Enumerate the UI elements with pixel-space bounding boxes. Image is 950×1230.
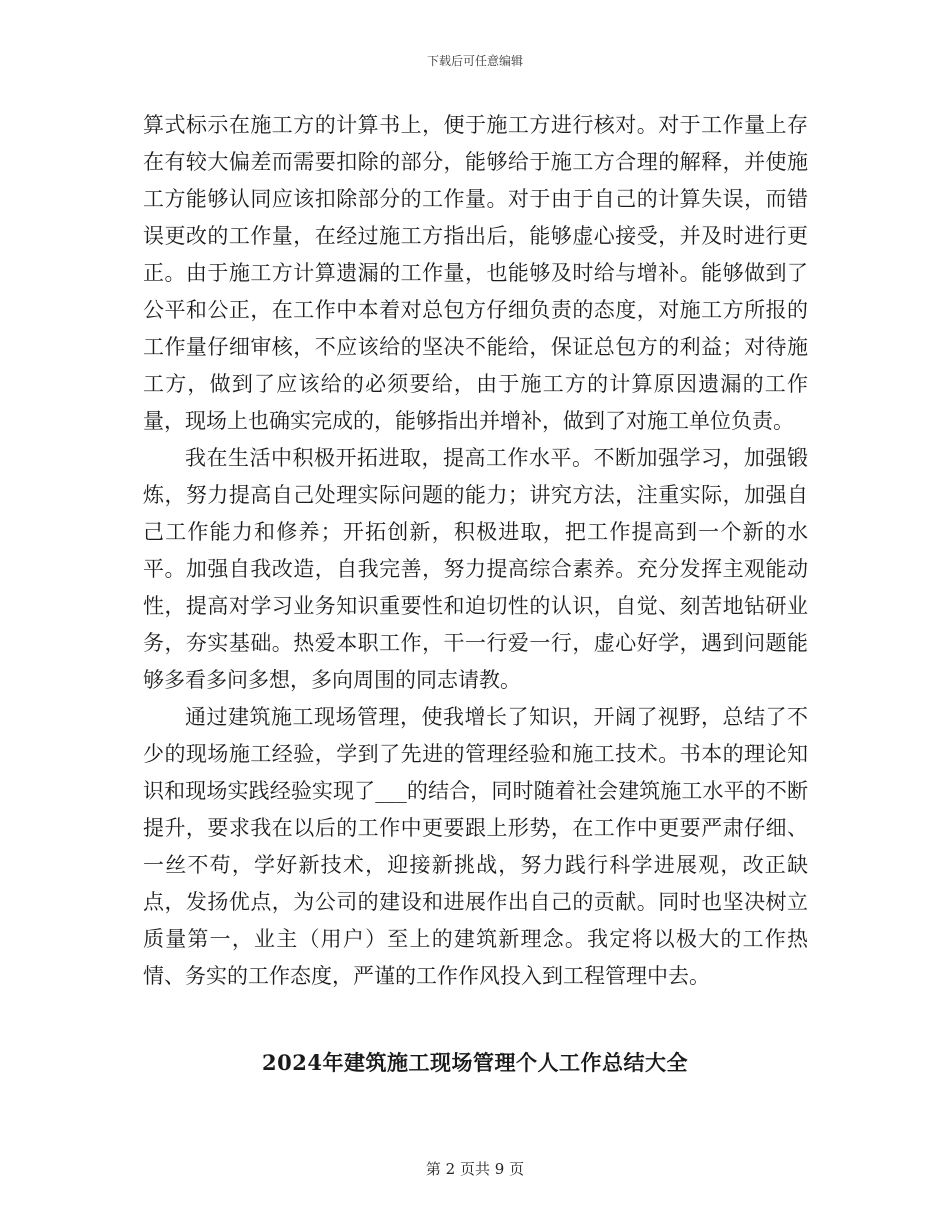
document-body <box>143 107 808 995</box>
paragraph-summary: 通过建筑施工现场管理，使我增长了知识，开阔了视野，总结了不少的现场施工经验，学到了先进的管理经验和施工技术。书本的理论知识和现场实践经验实现了___的结合，同时随着社会建筑施工水平的不断提升，要求我在以后的工作中更要跟上形势，在工作中更要严肃仔细、一丝不苟，学好新技术，迎接新挑战，努力践行科学进展观，改正缺点，发扬优点，为公司的建设和进展作出自己的贡献。同时也坚决树立质量第一，业主（用户）至上的建筑新理念。我定将以极大的工作热情、务实的工作态度，严谨的工作作风投入到工程管理中去。 <box>143 705 808 988</box>
page-footer: 第 2 页共 9 页 <box>425 1160 525 1178</box>
section-title: 2024年建筑施工现场管理个人工作总结大全 <box>262 1050 688 1075</box>
paragraph-continuation: 算式标示在施工方的计算书上，便于施工方进行核对。对于工作量上存在有较大偏差而需要扣除的部分，能够给于施工方合理的解释，并使施工方能够认同应该扣除部分的工作量。对于由于自己的计算失误，而错误更改的工作量，在经过施工方指出后，能够虚心接受，并及时进行更正。由于施工方计算遗漏的工作量，也能够及时给与增补。能够做到了公平和公正，在工作中本着对总包方仔细负责的态度，对施工方所报的工作量仔细审核，不应该给的坚决不能给，保证总包方的利益；对待施工方，做到了应该给的必须要给，由于施工方的计算原因遗漏的工作量，现场上也确实完成的，能够指出并增补，做到了对施工单位负责。 <box>143 113 808 433</box>
page-header: 下载后可任意编辑 <box>426 54 523 68</box>
paragraph-self-improvement: 我在生活中积极开拓进取，提高工作水平。不断加强学习，加强锻炼，努力提高自己处理实际问题的能力；讲究方法，注重实际，加强自己工作能力和修养；开拓创新，积极进取，把工作提高到一个新的水平。加强自我改造，自我完善，努力提高综合素养。充分发挥主观能动性，提高对学习业务知识重要性和迫切性的认识，自觉、刻苦地钻研业务，夯实基础。热爱本职工作，干一行爱一行，虚心好学，遇到问题能够多看多问多想，多向周围的同志请教。 <box>143 446 808 692</box>
